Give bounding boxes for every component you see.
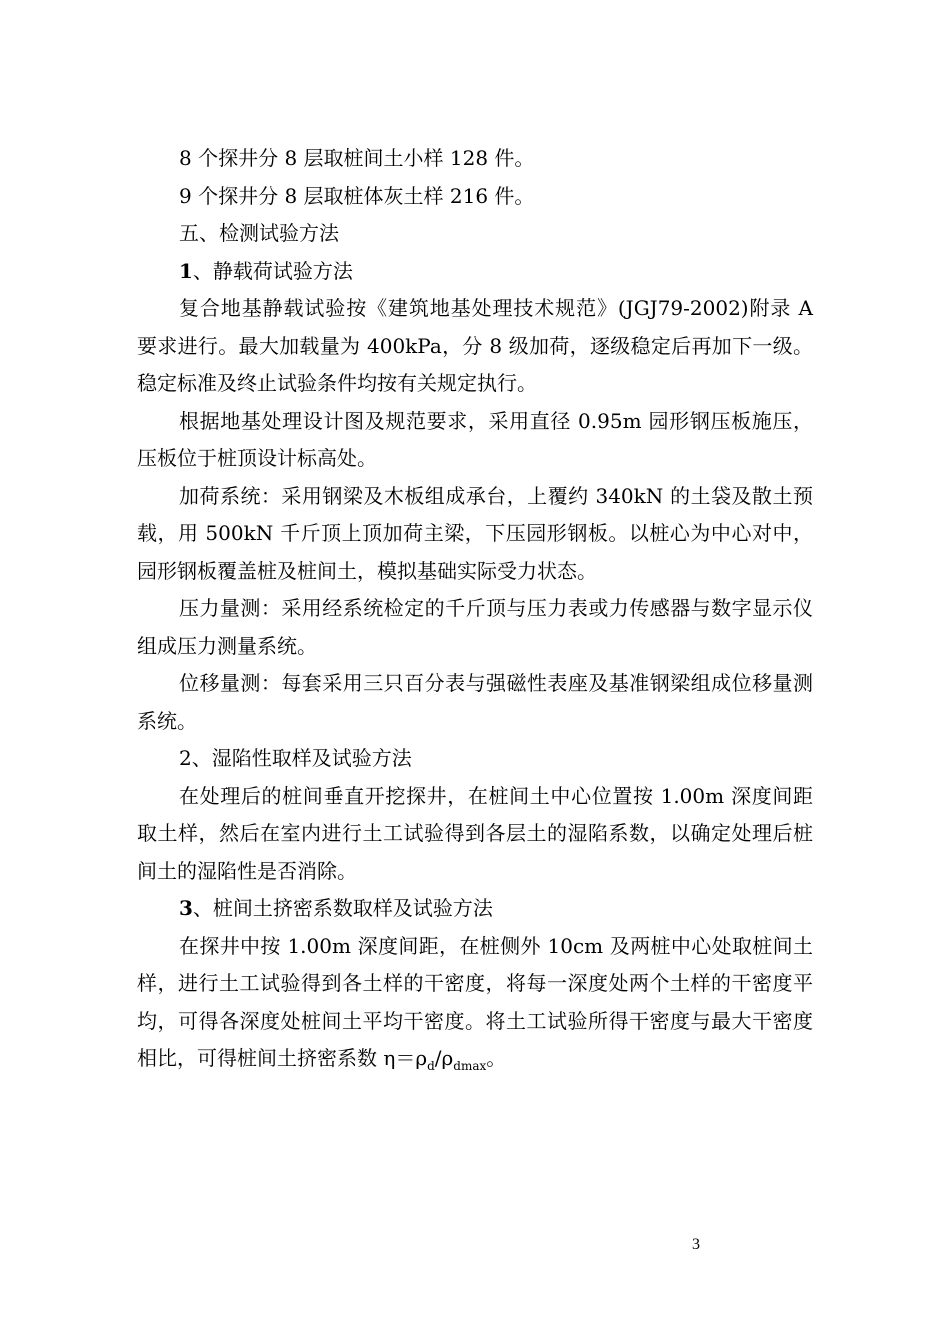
paragraph-pressure-plate: 根据地基处理设计图及规范要求，采用直径 0.95m 园形钢压板施压，压板位于桩顶设计标高处。 [137,408,813,470]
paragraph-displacement-measurement: 位移量测：每套采用三只百分表与强磁性表座及基准钢梁组成位移量测系统。 [137,671,813,733]
paragraph-compaction-method [137,928,813,1078]
subheading-static-load-test [137,253,813,291]
subheading-number: 1 [179,258,193,283]
document-body [137,140,813,1078]
formula-period: 。 [486,1046,507,1070]
paragraph-collapsibility-method: 在处理后的桩间垂直开挖探井，在桩间土中心位置按 1.00m 深度间距取土样，然后在室内进行土工试验得到各层土的湿陷系数，以确定处理后桩间土的湿陷性是否消除。 [137,783,813,883]
formula-subscript-dmax: dmax [453,1059,487,1073]
formula-eta-rho: η＝ρ [383,1046,428,1070]
subheading-compaction-coefficient [137,890,813,928]
paragraph-sample-count-2: 9 个探井分 8 层取桩体灰土样 216 件。 [179,183,535,208]
paragraph-static-load-standard: 复合地基静载试验按《建筑地基处理技术规范》(JGJ79-2002)附录 A 要求进行。最大加载量为 400kPa，分 8 级加荷，逐级稳定后再加下一级。稳定标准及终止试验条件均按有关规定执行。 [137,296,813,395]
page-number: 3 [692,1236,700,1253]
paragraph-loading-system: 加荷系统：采用钢梁及木板组成承台，上覆约 340kN 的土袋及散土预载，用 500kN 千斤顶上顶加荷主梁，下压园形钢板。以桩心为中心对中，园形钢板覆盖桩及桩间土，模拟基础实际受力状态。 [137,483,813,583]
formula-slash-rho: /ρ [434,1046,454,1070]
paragraph-pressure-measurement: 压力量测：采用经系统检定的千斤顶与压力表或力传感器与数字显示仪组成压力测量系统。 [137,596,813,658]
subheading-text: 、桩间土挤密系数取样及试验方法 [192,896,493,920]
subheading-collapsibility-test: 2、湿陷性取样及试验方法 [179,746,412,770]
section-heading-test-methods: 五、检测试验方法 [179,221,339,245]
paragraph-sample-count-1: 8 个探井分 8 层取桩间土小样 128 件。 [179,146,535,170]
subheading-number: 3 [179,896,193,920]
formula-subscript-d: d [427,1059,435,1073]
subheading-text: 、静载荷试验方法 [192,258,353,283]
paragraph-text: 在探井中按 1.00m 深度间距，在桩侧外 10cm 及两桩中心处取桩间土样，进行土工试验得到各土样的干密度，将每一深度处两个土样的干密度平均，可得各深度处桩间土平均干密度。将土工试验所得干密度与最大干密度相比，可得桩间土挤密系数 [137,933,813,1070]
